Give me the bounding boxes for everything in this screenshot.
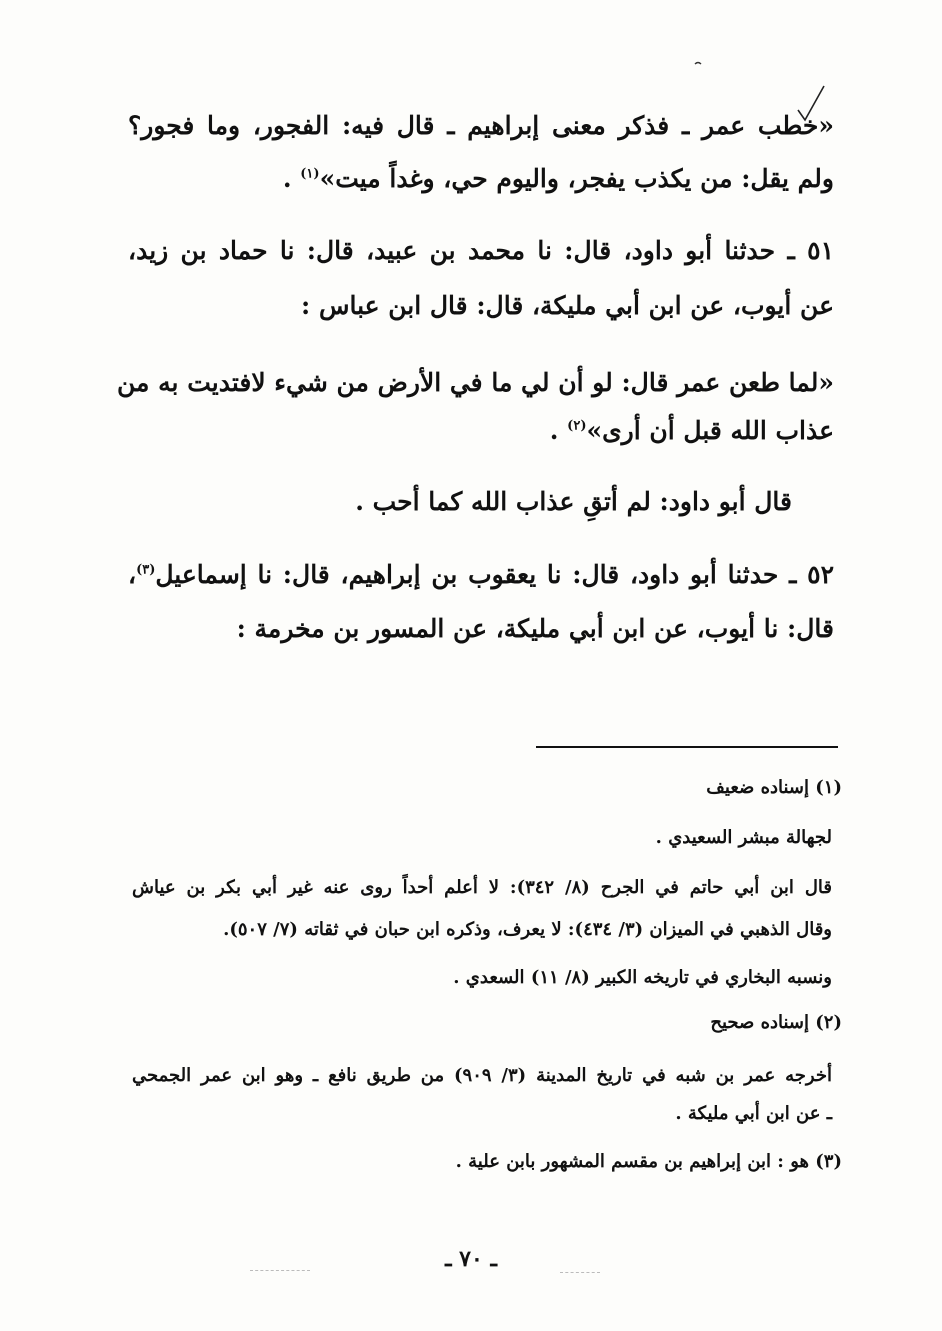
scan-artifact	[560, 1272, 600, 1275]
paragraph-1-line-2-text: ولم يقل: من يكذب يفجر، واليوم حي، وغداً ميت»	[319, 164, 834, 193]
paragraph-4-line-1: قال أبو داود: لم أتقِ عذاب الله كما أحب .	[355, 487, 792, 516]
footnote-2-heading: (٢) إسناده صحيح	[710, 1012, 842, 1033]
narration-51-line-2: عن أيوب، عن ابن أبي مليكة، قال: قال ابن عباس :	[301, 291, 834, 320]
ink-mark-icon	[694, 60, 702, 66]
footnote-ref-1: (١)	[300, 166, 320, 182]
narration-52-line-2: قال: نا أيوب، عن ابن أبي مليكة، عن المسور بن مخرمة :	[236, 614, 834, 643]
paragraph-3-line-1: «لما طعن عمر قال: لو أن لي ما في الأرض من شيء لافتديت به من	[117, 368, 834, 397]
footnote-1-heading: (١) إسناده ضعيف	[706, 777, 842, 798]
footnote-ref-2: (٢)	[567, 418, 587, 434]
footnote-1-line-1: لجهالة مبشر السعيدي .	[655, 827, 832, 848]
paragraph-3-line-2-end: .	[549, 416, 568, 445]
narration-52-line-1-end: ،	[128, 560, 137, 589]
paragraph-1-line-1: «خطب عمر ـ فذكر معنى إبراهيم ـ قال فيه: الفجور، وما فجور؟	[128, 111, 834, 140]
footnote-1-line-2: قال ابن أبي حاتم في الجرح (٨/ ٣٤٢): لا أعلم أحداً روى عنه غير أبي بكر بن عياش	[132, 877, 832, 898]
footnote-2-line-2: ـ عن ابن أبي مليكة .	[675, 1103, 832, 1124]
narration-52-line-1	[128, 560, 834, 590]
paragraph-1-line-2	[283, 164, 834, 194]
footnote-ref-3: (٣)	[136, 562, 156, 578]
paragraph-3-line-2-text: عذاب الله قبل أن أرى»	[586, 416, 834, 445]
narration-52-line-1-text: ٥٢ ـ حدثنا أبو داود، قال: نا يعقوب بن إبراهيم، قال: نا إسماعيل	[155, 560, 834, 589]
footnote-divider	[536, 746, 838, 748]
scan-artifact	[250, 1270, 310, 1273]
paragraph-1-line-2-end: .	[282, 164, 301, 193]
paragraph-3-line-2	[550, 416, 834, 446]
narration-51-line-1: ٥١ ـ حدثنا أبو داود، قال: نا محمد بن عبيد، قال: نا حماد بن زيد،	[128, 236, 834, 265]
footnote-3-line-1: (٣) هو : ابن إبراهيم بن مقسم المشهور بابن علية .	[455, 1151, 842, 1172]
page-number: ـ ٧٠ ـ	[445, 1246, 497, 1272]
footnote-1-line-3: وقال الذهبي في الميزان (٣/ ٤٣٤): لا يعرف، وذكره ابن حبان في ثقاته (٧/ ٥٠٧).	[223, 919, 832, 940]
footnote-2-line-1: أخرجه عمر بن شبه في تاريخ المدينة (٣/ ٩٠٩) من طريق نافع ـ وهو ابن عمر الجمحي	[132, 1065, 832, 1086]
footnote-1-line-4: ونسبه البخاري في تاريخه الكبير (٨/ ١١) السعدي .	[453, 967, 832, 988]
